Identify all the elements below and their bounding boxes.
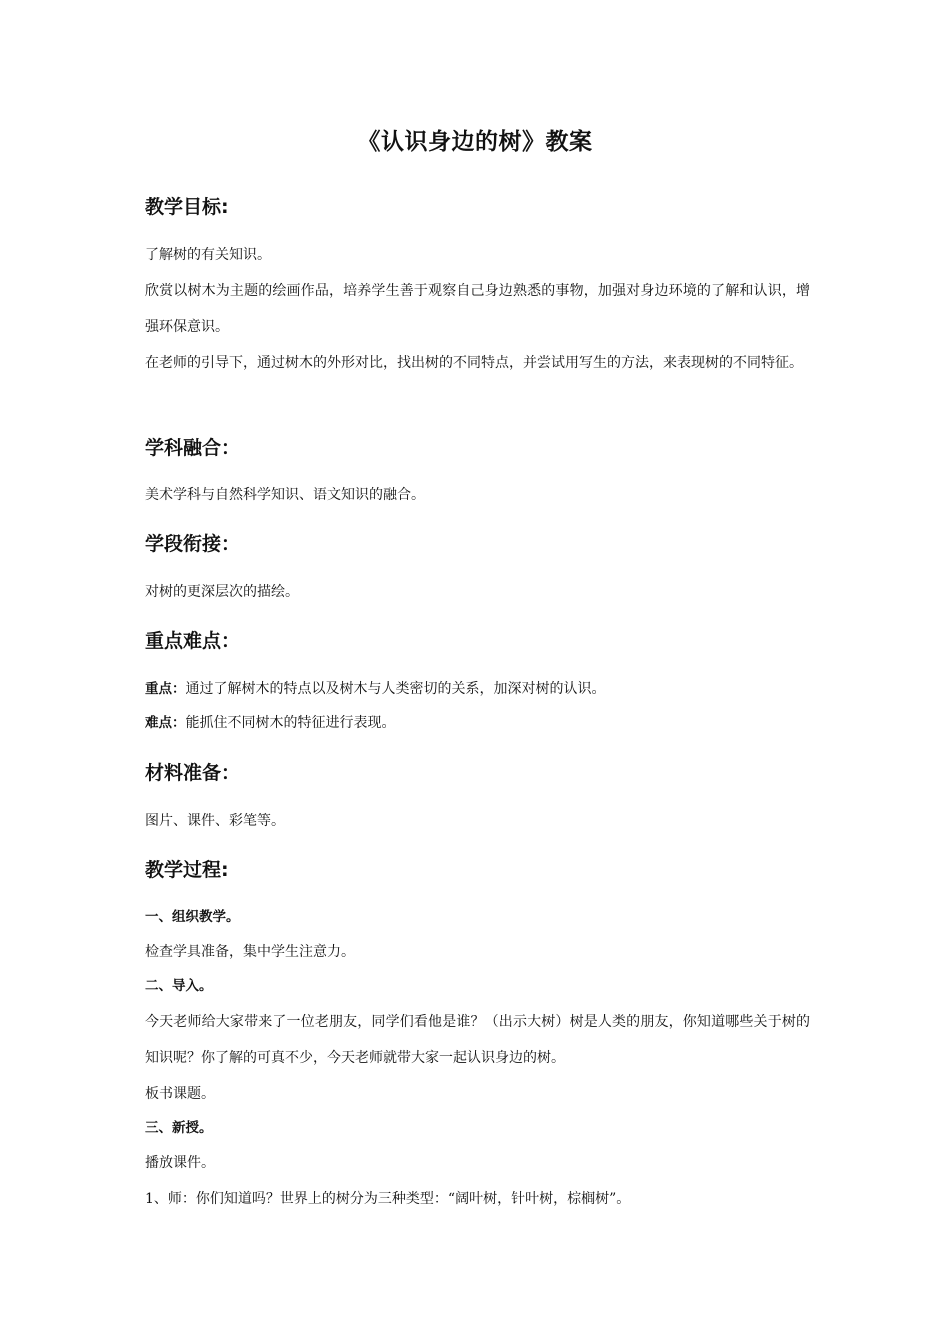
process-heading: 教学过程: <box>145 859 229 881</box>
objectives-heading: 教学目标: <box>145 196 229 218</box>
key-point-text: 通过了解树木的特点以及树木与人类密切的关系，加深对树的认识。 <box>185 681 606 697</box>
step2-title: 二、导入。 <box>145 978 213 994</box>
integration-heading: 学科融合： <box>145 437 241 459</box>
step2-note: 板书课题。 <box>145 1086 215 1102</box>
objective-item-2: 欣赏以树木为主题的绘画作品，培养学生善于观察自己身边熟悉的事物，加强对身边环境的了解和认识，增强环保意识。 <box>145 283 810 335</box>
key-points-heading: 重点难点： <box>145 630 241 652</box>
step3-title: 三、新授。 <box>145 1120 213 1136</box>
objective-item-1: 了解树的有关知识。 <box>145 247 271 263</box>
difficult-point-line <box>145 705 810 741</box>
connection-heading: 学段衔接： <box>145 533 241 555</box>
materials-heading: 材料准备： <box>145 762 241 784</box>
integration-text: 美术学科与自然科学知识、语文知识的融合。 <box>145 487 425 503</box>
difficult-point-label: 难点： <box>145 715 186 731</box>
key-point-line <box>145 671 810 707</box>
document-title: 《认识身边的树》教案 <box>357 129 593 155</box>
key-point-label: 重点： <box>145 681 186 697</box>
step3-text: 播放课件。 <box>145 1155 215 1171</box>
objective-item-3: 在老师的引导下，通过树木的外形对比，找出树的不同特点，并尝试用写生的方法，来表现树的不同特征。 <box>145 355 803 371</box>
difficult-point-text: 能抓住不同树木的特征进行表现。 <box>185 715 396 731</box>
materials-text: 图片、课件、彩笔等。 <box>145 813 285 829</box>
connection-text: 对树的更深层次的描绘。 <box>145 584 299 600</box>
step3-item-1: 1、师：你们知道吗？世界上的树分为三种类型：“阔叶树，针叶树，棕榈树”。 <box>145 1191 631 1207</box>
step1-title: 一、组织教学。 <box>145 909 240 925</box>
step2-text: 今天老师给大家带来了一位老朋友，同学们看他是谁？（出示大树）树是人类的朋友，你知道哪些关于树的知识呢？你了解的可真不少，今天老师就带大家一起认识身边的树。 <box>145 1014 810 1066</box>
step1-text: 检查学具准备，集中学生注意力。 <box>145 944 355 960</box>
